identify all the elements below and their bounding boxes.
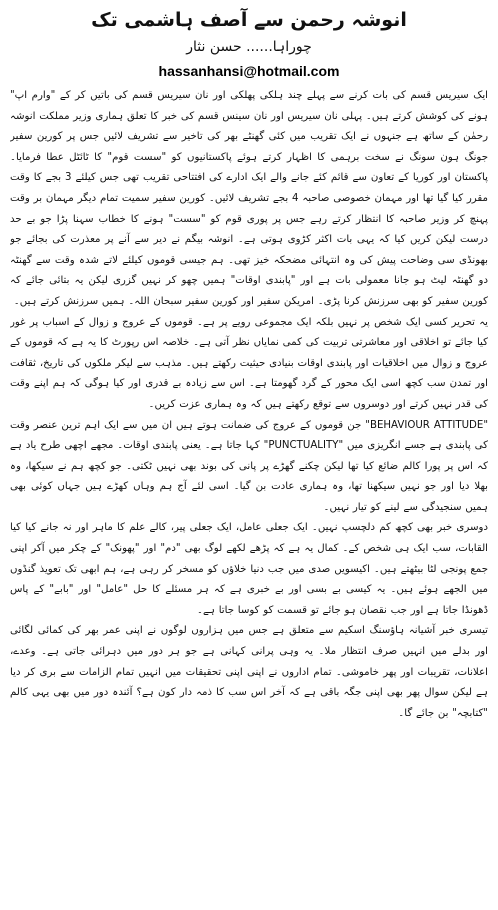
article-paragraph: تیسری خبر آشیانہ ہاؤسنگ اسکیم سے متعلق ہے جس میں ہزاروں لوگوں نے اپنی عمر بھر کی کمائی لگائی اور بدلے میں انہیں صرف انتظار ملا۔ یہ وہی پرانی کہانی ہے جو ہر دور میں دہرائی جاتی ہے۔ وعدے، اعلانات، تقریبات اور پھر خاموشی۔ تمام اداروں نے اپنی اپنی تحقیقات میں انہیں تمام الزامات سے بری کر دیا ہے لیکن سوال پھر بھی اپنی جگہ باقی ہے کہ آخر اس سب کا ذمہ دار کون ہے؟ آئندہ دور میں بھی یہی کالم "کتابچہ" بن جائے گا۔	[10, 625, 488, 719]
article-body	[10, 86, 488, 900]
article-paragraph: "BEHAVIOUR ATTITUDE" جن قوموں کے عروج کی ضمانت ہوتے ہیں ان میں سے ایک اہم ترین عنصر وقت کی پابندی ہے جسے انگریزی میں "PUNCTUALITY" کہا جاتا ہے۔ یعنی پابندی اوقات۔ مجھے اچھی طرح یاد ہے کہ اس پر پورا کالم ضائع کیا تھا لیکن چکنے گھڑے پر پانی کی بوند بھی نہیں ٹکتی۔ جو کچھ ہم نے سیکھا، وہ بھلا دیا اور جو نہیں سیکھنا تھا، وہ ہماری عادت بن گیا۔ اسی لئے آج ہم وہاں کھڑے ہیں جہاں کوئی بھی ہمیں سنجیدگی سے لینے کو تیار نہیں۔	[10, 419, 488, 513]
article-headline: انوشہ رحمن سے آصف ہاشمی تک	[91, 9, 407, 31]
article-paragraph: ایک سیریس قسم کی بات کرنے سے پہلے چند ہلکی پھلکی اور نان سیریس قسم کی باتیں کر کے "وارم اپ" ہونے کی کوشش کرتے ہیں۔ پہلی نان سیریس اور نان سینس قسم کی خبر کا تعلق ہماری وزیر مملکت انوشہ رحمٰن کے ساتھ ہے جنہوں نے ایک تقریب میں کئی گھنٹے بھر کی تاخیر سے تشریف لائیں جس پر کورین سفیر جونگ ہون سونگ نے سخت برہمی کا اظہار کرتے ہوئے پاکستانیوں کو "سست قوم" کا ٹائٹل عطا فرمایا۔ پاکستان اور کوریا کے تعاون سے قائم کئے جانے والے ایک ادارے کی افتتاحی تقریب تھی جس کیلئے 3 بجے کا وقت مقرر کیا گیا تھا اور مہمان خصوصی صاحبہ 4 بجے تشریف لائیں۔ کورین سفیر سمیت تمام دیگر مہمان بر وقت پہنچ کر وزیر صاحبہ کا انتظار کرتے رہے جس پر پوری قوم کو "سست" ہونے کا خطاب سہنا پڑا جو بے حد درست لیکن کریں کیا کہ یہی بات اکثر کڑوی ہوتی ہے۔ انوشہ بیگم نے دیر سے آنے پر معذرت کی بجائے جو بھونڈی سی وضاحت پیش کی وہ انتہائی مضحکہ خیز تھی۔ ہم جیسی قوموں کیلئے لاتے شدہ وقت سے گھنٹہ دو گھنٹہ لیٹ ہو جانا معمولی بات ہے اور "پابندی اوقات" ہمیں چھو کر نہیں گزری لیکن یہ بتائی جائے کہ کورین سفیر کو بھی سرزنش کرنا پڑی۔ امریکن سفیر اور کورین سفیر سبحان اللہ۔ ہمیں سرزنش کرتے ہیں۔	[10, 90, 488, 307]
article-paragraph: دوسری خبر بھی کچھ کم دلچسپ نہیں۔ ایک جعلی عامل، ایک جعلی پیر، کالے علم کا ماہر اور نہ جانے کیا کیا القابات، سب ایک ہی شخص کے۔ کمال یہ ہے کہ پڑھے لکھے لوگ بھی "دم" اور "پھونک" کے چکر میں آکر اپنی جمع پونجی لٹا بیٹھتے ہیں۔ اکیسویں صدی میں جب دنیا خلاؤں کو مسخر کر رہی ہے، ہم ابھی تک تعویذ گنڈوں میں الجھے ہوئے ہیں۔ یہ کیسی بے بسی اور بے خبری ہے کہ ہر مسئلے کا حل "عامل" اور "بابے" کے پاس ڈھونڈا جاتا ہے اور جب نقصان ہو جائے تو قسمت کو کوسا جاتا ہے۔	[10, 522, 488, 616]
article-byline: چوراہا...... حسن نثار	[186, 39, 312, 55]
article-paragraph: یہ تحریر کسی ایک شخص پر نہیں بلکہ ایک مجموعی رویے پر ہے۔ قوموں کے عروج و زوال کے اسباب پر غور کیا جائے تو اخلاقی اور معاشرتی تربیت کی کمی نمایاں نظر آتی ہے۔ خلاصہ اس رپورٹ کا یہ ہے کہ قوموں کے عروج و زوال میں اخلاقیات اور پابندی اوقات بنیادی حیثیت رکھتے ہیں۔ مذہب سے لیکر ملکوں کی تاریخ، ثقافت اور تمدن سب کچھ اسی ایک محور کے گرد گھومتا ہے۔ اس سے زیادہ بے قدری اور کیا ہوگی کہ ہم اپنے وقت کی قدر نہیں کرتے اور دوسروں سے توقع رکھتے ہیں کہ وہ ہماری عزت کریں۔	[10, 316, 488, 410]
author-email: hassanhansi@hotmail.com	[158, 63, 340, 79]
